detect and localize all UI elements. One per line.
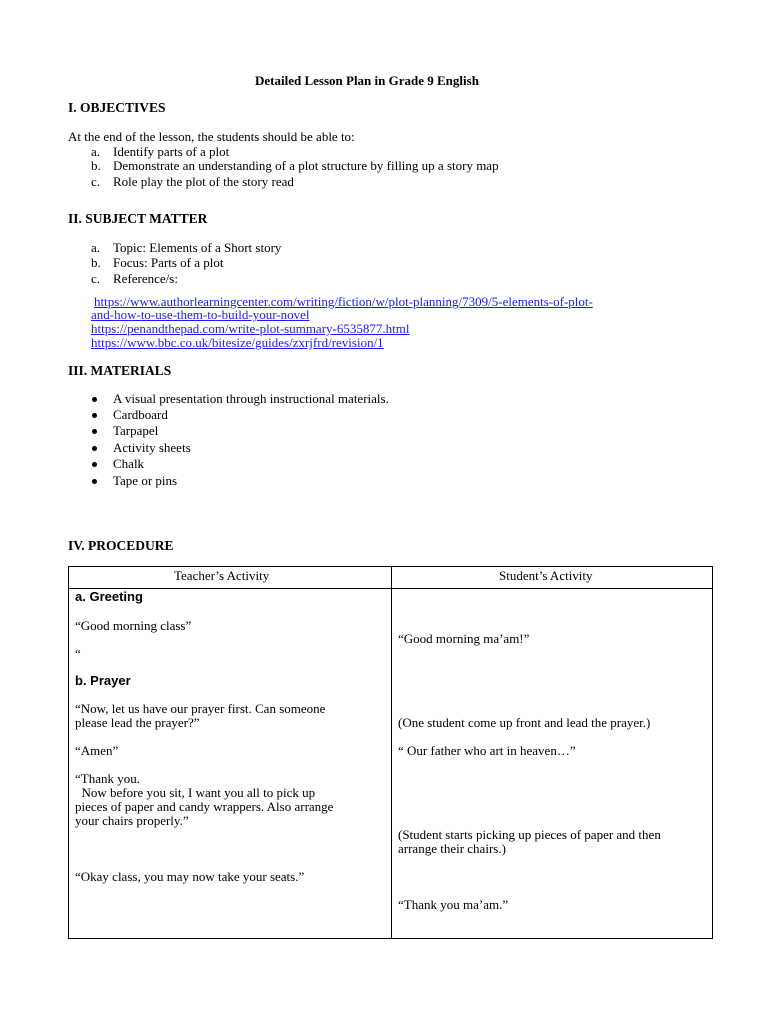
subject-label-a: a.: [91, 240, 101, 255]
material-item: A visual presentation through instructional materials.: [113, 391, 389, 406]
student-greeting-reply: “Good morning ma’am!”: [398, 631, 530, 646]
subject-text-a: Topic: Elements of a Short story: [113, 240, 282, 255]
objective-text-b: Demonstrate an understanding of a plot structure by filling up a story map: [113, 158, 499, 173]
procedure-table: [68, 566, 713, 939]
teacher-prayer-line-1: “Now, let us have our prayer first. Can someone: [75, 701, 326, 716]
objective-label-a: a.: [91, 144, 101, 159]
objectives-heading: I. OBJECTIVES: [68, 100, 166, 115]
subject-text-c: Reference/s:: [113, 271, 178, 286]
document-title: Detailed Lesson Plan in Grade 9 English: [255, 73, 479, 88]
procedure-heading: IV. PROCEDURE: [68, 538, 174, 553]
greeting-heading: a. Greeting: [75, 589, 143, 604]
student-picking-line-1: (Student starts picking up pieces of paper and then: [398, 827, 661, 842]
teacher-quote-mark: “: [75, 646, 81, 661]
material-item: Tape or pins: [113, 473, 178, 488]
subject-label-b: b.: [91, 255, 101, 270]
objectives-intro: At the end of the lesson, the students should be able to:: [68, 129, 355, 144]
objective-text-a: Identify parts of a plot: [113, 144, 230, 159]
reference-link-1-continued[interactable]: and-how-to-use-them-to-build-your-novel: [91, 307, 310, 322]
bullet-icon: [92, 446, 97, 451]
table-header-divider: [69, 588, 712, 589]
reference-link-1[interactable]: https://www.authorlearningcenter.com/writing/fiction/w/plot-planning/7309/5-elements-of-plot-: [94, 294, 593, 309]
teacher-take-seats: “Okay class, you may now take your seats.”: [75, 869, 305, 884]
teacher-thanks-line-4: your chairs properly.”: [75, 813, 189, 828]
teacher-thanks-line-2: Now before you sit, I want you all to pick up: [75, 785, 316, 800]
table-column-divider: [391, 567, 392, 938]
student-picking-line-2: arrange their chairs.): [398, 841, 506, 856]
student-lead-prayer: (One student come up front and lead the prayer.): [398, 715, 651, 730]
teacher-column-header: Teacher’s Activity: [174, 568, 270, 583]
subject-text-b: Focus: Parts of a plot: [113, 255, 224, 270]
teacher-prayer-line-2: please lead the prayer?”: [75, 715, 200, 730]
bullet-icon: [92, 397, 97, 402]
material-item: Cardboard: [113, 407, 168, 422]
bullet-icon: [92, 462, 97, 467]
material-item: Tarpapel: [113, 423, 159, 438]
objective-label-c: c.: [91, 174, 101, 189]
student-column-header: Student’s Activity: [499, 568, 593, 583]
reference-link-2[interactable]: https://penandthepad.com/write-plot-summary-6535877.html: [91, 321, 410, 336]
bullet-icon: [92, 429, 97, 434]
teacher-thanks-line-1: “Thank you.: [75, 771, 140, 786]
teacher-greeting: “Good morning class”: [75, 618, 192, 633]
reference-link-3[interactable]: https://www.bbc.co.uk/bitesize/guides/zxrjfrd/revision/1: [91, 335, 384, 350]
material-item: Chalk: [113, 456, 145, 471]
prayer-heading: b. Prayer: [75, 673, 131, 688]
student-thank-you: “Thank you ma’am.”: [398, 897, 509, 912]
student-our-father: “ Our father who art in heaven…”: [398, 743, 576, 758]
materials-heading: III. MATERIALS: [68, 363, 172, 378]
objective-text-c: Role play the plot of the story read: [113, 174, 294, 189]
bullet-icon: [92, 413, 97, 418]
objective-label-b: b.: [91, 158, 101, 173]
subject-matter-heading: II. SUBJECT MATTER: [68, 211, 208, 226]
material-item: Activity sheets: [113, 440, 191, 455]
subject-label-c: c.: [91, 271, 101, 286]
teacher-thanks-line-3: pieces of paper and candy wrappers. Also arrange: [75, 799, 334, 814]
bullet-icon: [92, 479, 97, 484]
teacher-amen: “Amen”: [75, 743, 119, 758]
